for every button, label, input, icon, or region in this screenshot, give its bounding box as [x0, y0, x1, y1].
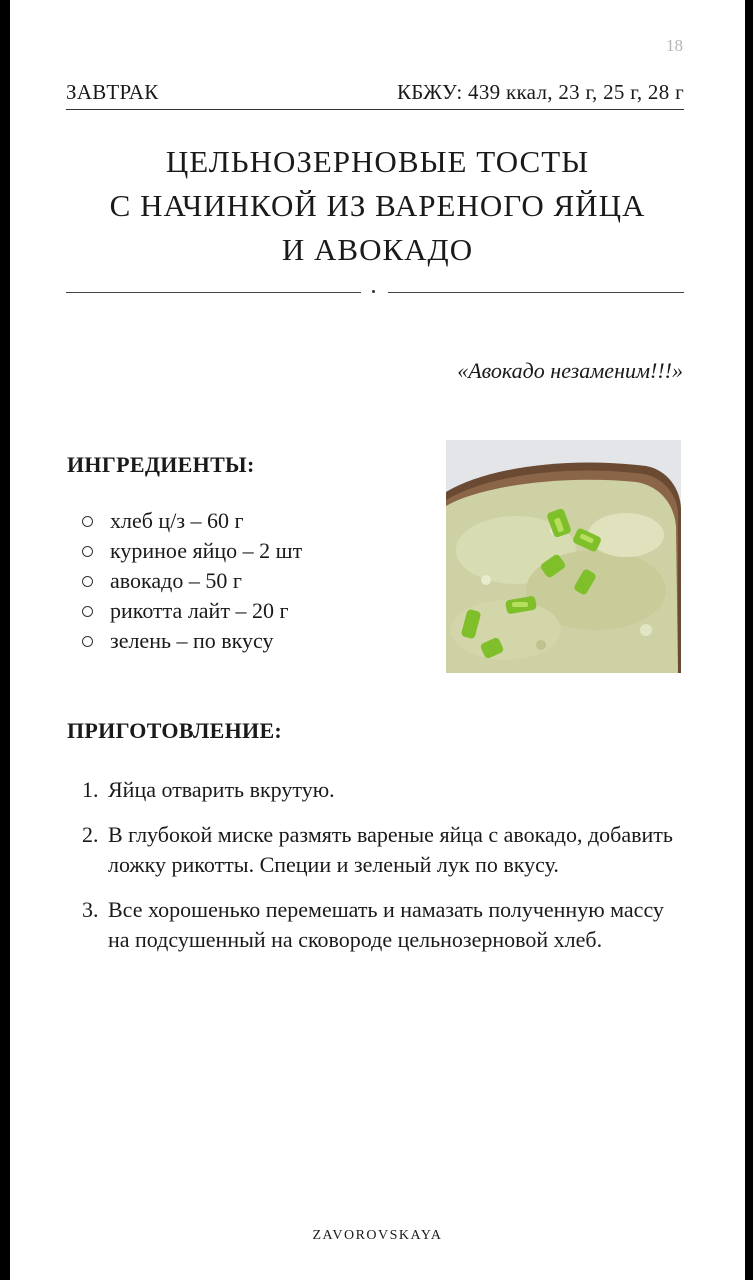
ingredient-text: авокадо – 50 г — [110, 568, 242, 593]
ingredient-item — [82, 596, 302, 626]
title-line: ЦЕЛЬНОЗЕРНОВЫЕ ТОСТЫ — [165, 144, 590, 179]
ingredient-text: зелень – по вкусу — [110, 628, 274, 653]
ingredient-text: хлеб ц/з – 60 г — [110, 508, 244, 533]
step-item — [82, 895, 687, 955]
step-text: В глубокой миске размять вареные яйца с авокадо, добавить ложку рикотты. Специи и зеленый лук по вкусу. — [108, 822, 673, 877]
page-header — [66, 80, 684, 110]
preparation-title: ПРИГОТОВЛЕНИЕ: — [67, 718, 283, 743]
step-number: 2. — [82, 822, 99, 847]
title-line: И АВОКАДО — [281, 232, 474, 267]
ingredient-item — [82, 506, 302, 536]
step-text: Яйца отварить вкрутую. — [108, 777, 335, 802]
bullet-icon — [82, 636, 93, 647]
bullet-icon — [82, 576, 93, 587]
page-number: 18 — [666, 36, 683, 55]
divider-dot — [372, 290, 375, 293]
divider-right — [388, 292, 684, 293]
ingredient-text: куриное яйцо – 2 шт — [110, 538, 303, 563]
toast-photo — [446, 440, 681, 673]
bullet-icon — [82, 516, 93, 527]
author-footer: ZAVOROVSKAYA — [312, 1228, 443, 1243]
step-item — [82, 775, 687, 805]
preparation-steps — [82, 775, 687, 970]
title-line: С НАЧИНКОЙ ИЗ ВАРЕНОГО ЯЙЦА — [109, 188, 646, 223]
ingredient-item — [82, 566, 302, 596]
bullet-icon — [82, 546, 93, 557]
nutrition-info: КБЖУ: 439 ккал, 23 г, 25 г, 28 г — [397, 80, 684, 104]
step-number: 1. — [82, 777, 99, 802]
bullet-icon — [82, 606, 93, 617]
section-label: ЗАВТРАК — [66, 80, 159, 104]
ingredient-item — [82, 536, 302, 566]
ingredients-list — [82, 506, 302, 656]
step-item — [82, 820, 687, 880]
ingredient-item — [82, 626, 302, 656]
recipe-page — [10, 0, 745, 1280]
step-text: Все хорошенько перемешать и намазать полученную массу на подсушенный на сковороде цельнозерновой хлеб. — [108, 897, 664, 952]
ingredient-text: рикотта лайт – 20 г — [110, 598, 289, 623]
ingredients-title: ИНГРЕДИЕНТЫ: — [67, 452, 255, 477]
recipe-quote: «Авокадо незаменим!!!» — [457, 358, 683, 383]
step-number: 3. — [82, 897, 99, 922]
divider-left — [66, 292, 361, 293]
recipe-title — [10, 140, 745, 272]
